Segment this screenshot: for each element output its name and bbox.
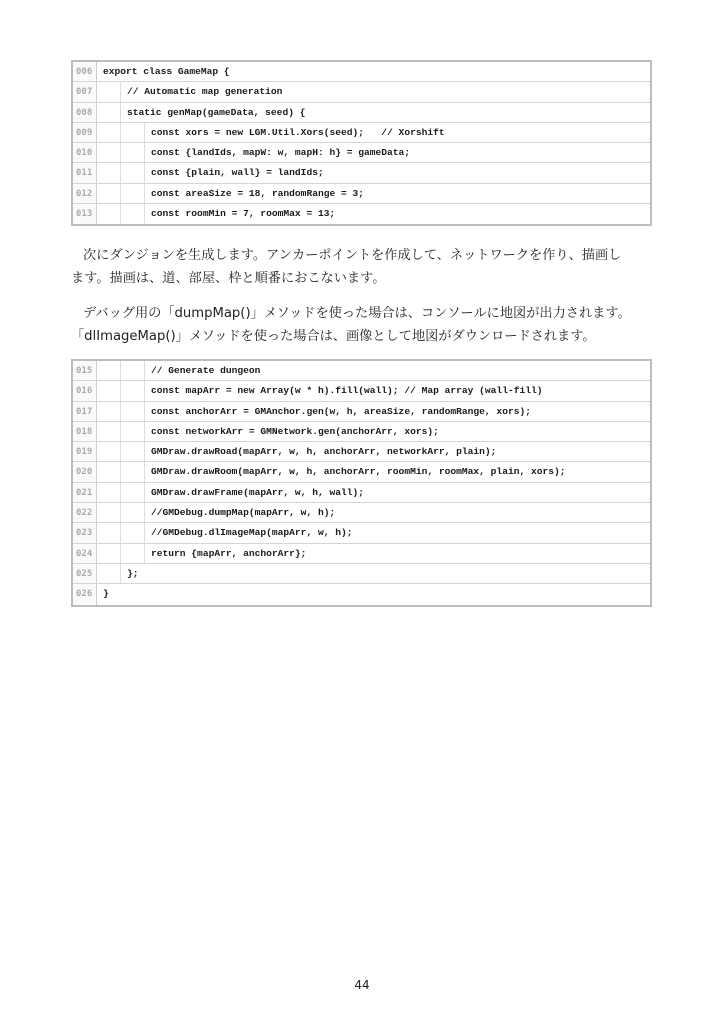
line-number: 010 [73, 143, 97, 162]
indent-guide [121, 361, 145, 380]
code-text: export class GameMap { [103, 66, 230, 77]
line-number: 020 [73, 462, 97, 481]
code-line [73, 402, 650, 422]
indent-guide [121, 163, 145, 182]
indent-guides [97, 143, 145, 162]
indent-guide [121, 523, 145, 542]
line-number: 007 [73, 82, 97, 101]
paragraph-1 [71, 244, 661, 290]
code-line [73, 483, 650, 503]
line-number: 019 [73, 442, 97, 461]
code-line [73, 103, 650, 123]
code-text: //GMDebug.dumpMap(mapArr, w, h); [151, 507, 336, 519]
indent-guide [97, 381, 121, 400]
line-number: 009 [73, 123, 97, 142]
indent-guide [97, 103, 121, 122]
line-number: 021 [73, 483, 97, 502]
indent-guide [97, 402, 121, 421]
indent-guide [97, 143, 121, 162]
indent-guide [97, 123, 121, 142]
code-text: }; [127, 567, 139, 579]
indent-guide [121, 483, 145, 502]
code-line [73, 143, 650, 163]
paragraph-2 [71, 302, 661, 348]
indent-guides [97, 361, 145, 380]
indent-guides [97, 442, 145, 461]
code-text: GMDraw.drawFrame(mapArr, w, h, wall); [151, 486, 365, 498]
indent-guides [97, 123, 145, 142]
code-line [73, 123, 650, 143]
indent-guide [121, 123, 145, 142]
indent-guides [97, 462, 145, 481]
indent-guide [97, 462, 121, 481]
indent-guide [121, 381, 145, 400]
indent-guides [97, 503, 145, 522]
indent-guide [97, 204, 121, 224]
indent-guides [97, 103, 121, 122]
indent-guide [121, 462, 145, 481]
indent-guide [121, 503, 145, 522]
indent-guide [121, 422, 145, 441]
indent-guides [97, 422, 145, 441]
indent-guide [121, 402, 145, 421]
line-number: 015 [73, 361, 97, 380]
indent-guide [97, 442, 121, 461]
indent-guide [97, 184, 121, 203]
code-block-1 [71, 60, 652, 226]
code-text: const roomMin = 7, roomMax = 13; [151, 208, 336, 220]
line-number: 023 [73, 523, 97, 542]
indent-guide [97, 544, 121, 563]
line-number: 008 [73, 103, 97, 122]
indent-guides [97, 163, 145, 182]
indent-guide [97, 503, 121, 522]
paragraph-1-line-2: ます。描画は、道、部屋、枠と順番におこないます。 [71, 271, 386, 286]
indent-guides [97, 381, 145, 400]
code-text: GMDraw.drawRoad(mapArr, w, h, anchorArr, networkArr, plain); [151, 446, 497, 458]
indent-guide [97, 82, 121, 101]
code-line [73, 82, 650, 102]
paragraph-2-line-2: 「dlImageMap()」メソッドを使った場合は、画像として地図がダウンロードされます。 [71, 329, 596, 344]
indent-guide [121, 442, 145, 461]
code-line [73, 184, 650, 204]
code-text: const mapArr = new Array(w * h).fill(wall); // Map array (wall-fill) [151, 385, 543, 397]
code-text: const {plain, wall} = landIds; [151, 167, 324, 179]
code-line [73, 523, 650, 543]
indent-guide [121, 544, 145, 563]
code-line [73, 503, 650, 523]
code-line [73, 422, 650, 442]
indent-guide [97, 163, 121, 182]
line-number: 024 [73, 544, 97, 563]
line-number: 006 [73, 62, 97, 81]
code-text: const networkArr = GMNetwork.gen(anchorArr, xors); [151, 425, 439, 437]
code-text: static genMap(gameData, seed) { [127, 106, 306, 118]
line-number: 025 [73, 564, 97, 583]
indent-guide [121, 184, 145, 203]
code-line [73, 584, 650, 604]
code-line [73, 361, 650, 381]
indent-guides [97, 544, 145, 563]
line-number: 013 [73, 204, 97, 224]
line-number: 012 [73, 184, 97, 203]
indent-guides [97, 523, 145, 542]
indent-guide [121, 143, 145, 162]
line-number: 011 [73, 163, 97, 182]
indent-guides [97, 184, 145, 203]
line-number: 016 [73, 381, 97, 400]
code-line [73, 204, 650, 224]
code-line [73, 564, 650, 584]
indent-guide [97, 361, 121, 380]
indent-guides [97, 402, 145, 421]
line-number: 026 [73, 584, 97, 604]
indent-guide [121, 204, 145, 224]
line-number: 017 [73, 402, 97, 421]
code-line [73, 462, 650, 482]
code-line [73, 62, 650, 82]
paragraph-1-line-1: 次にダンジョンを生成します。アンカーポイントを作成して、ネットワークを作り、描画し [83, 248, 622, 263]
code-text: const areaSize = 18, randomRange = 3; [151, 187, 365, 199]
indent-guide [97, 564, 121, 583]
indent-guide [97, 483, 121, 502]
code-text: return {mapArr, anchorArr}; [151, 547, 307, 559]
code-text: //GMDebug.dlImageMap(mapArr, w, h); [151, 527, 353, 539]
indent-guide [97, 523, 121, 542]
code-text: GMDraw.drawRoom(mapArr, w, h, anchorArr, roomMin, roomMax, plain, xors); [151, 466, 566, 478]
code-line [73, 163, 650, 183]
code-text: const {landIds, mapW: w, mapH: h} = gameData; [151, 147, 411, 159]
indent-guide [97, 422, 121, 441]
page-number: 44 [354, 978, 370, 992]
code-line [73, 544, 650, 564]
code-text: } [103, 588, 109, 600]
code-block-2 [71, 359, 652, 607]
indent-guides [97, 483, 145, 502]
indent-guides [97, 82, 121, 101]
line-number: 018 [73, 422, 97, 441]
code-line [73, 442, 650, 462]
code-text: // Automatic map generation [127, 86, 283, 98]
indent-guides [97, 204, 145, 224]
code-text: const anchorArr = GMAnchor.gen(w, h, areaSize, randomRange, xors); [151, 405, 531, 417]
indent-guides [97, 564, 121, 583]
line-number: 022 [73, 503, 97, 522]
code-text: const xors = new LGM.Util.Xors(seed); // Xorshift [151, 126, 445, 138]
code-text: // Generate dungeon [151, 365, 261, 376]
code-line [73, 381, 650, 401]
paragraph-2-line-1: デバッグ用の「dumpMap()」メソッドを使った場合は、コンソールに地図が出力されます。 [83, 306, 631, 321]
